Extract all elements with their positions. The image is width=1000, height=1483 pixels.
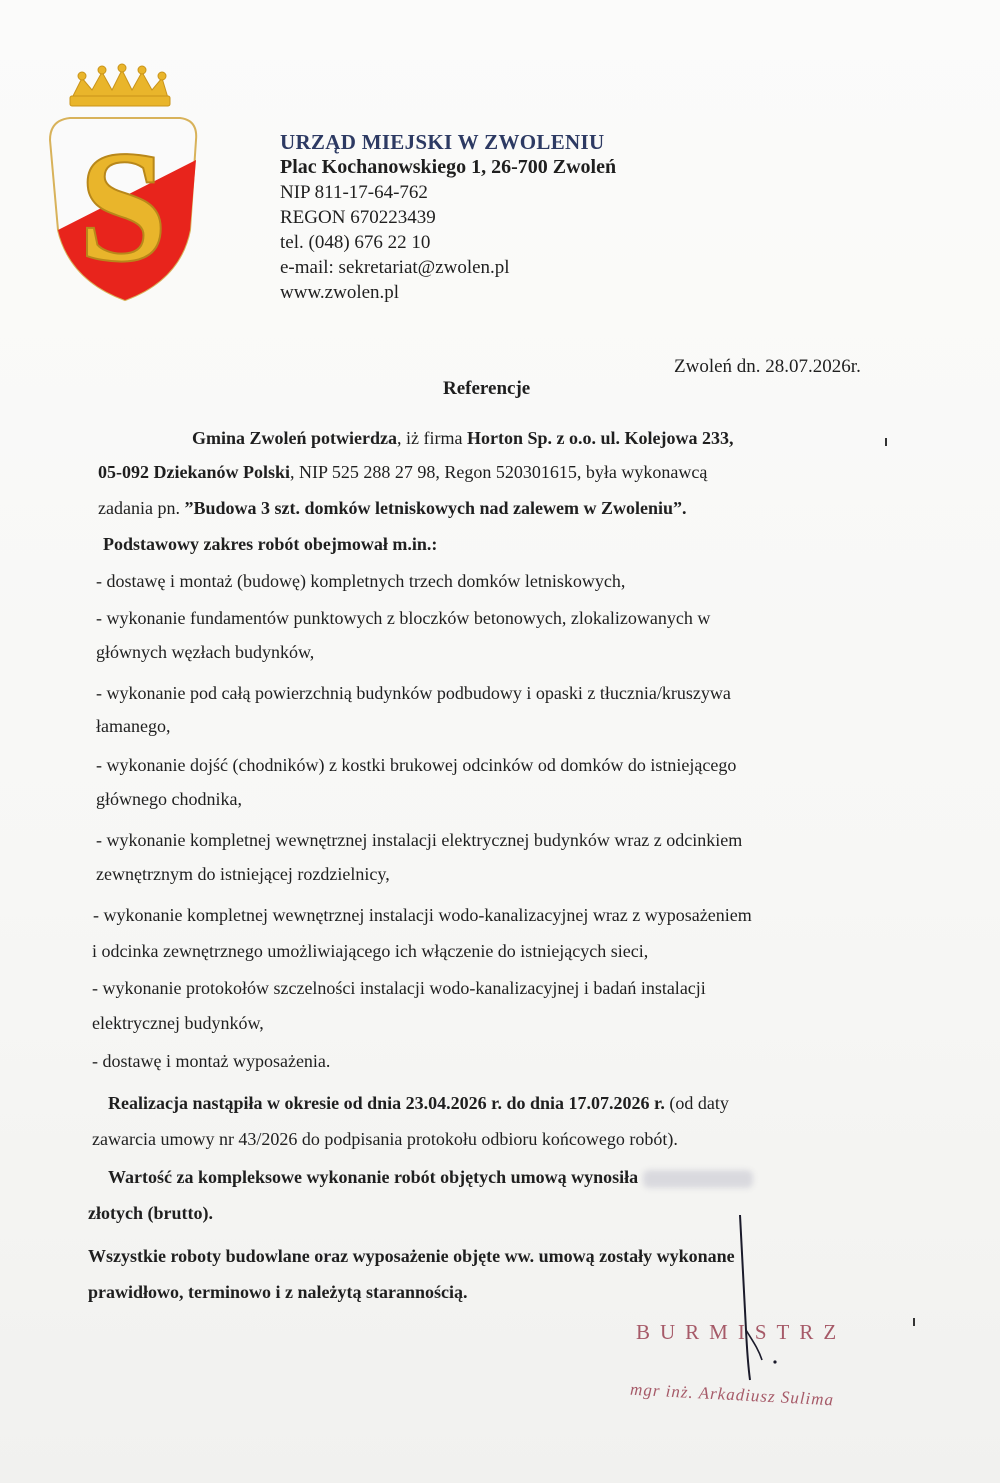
- intro-line-2: [98, 459, 707, 485]
- scope-line: - wykonanie protokołów szczelności instalacji wodo-kanalizacyjnej i badań instalacji: [92, 978, 706, 998]
- realization-note: (od daty: [664, 1093, 729, 1113]
- scan-mark: [885, 438, 887, 446]
- scope-line: - wykonanie fundamentów punktowych z bloczków betonowych, zlokalizowanych w: [96, 608, 711, 628]
- nip-number: NIP 811-17-64-762: [280, 182, 428, 203]
- company-ids: , NIP 525 288 27 98, Regon 520301615, była wykonawcą: [290, 462, 708, 482]
- scope-line: - wykonanie pod całą powierzchnią budynków podbudowy i opaski z tłucznia/kruszywa: [96, 683, 731, 703]
- value-text: Wartość za kompleksowe wykonanie robót objętych umową wynosiła: [108, 1167, 639, 1187]
- scope-line: i odcinka zewnętrznego umożliwiającego ich włączenie do istniejących sieci,: [92, 941, 649, 961]
- realization-line-1: [108, 1090, 729, 1116]
- scope-line: głównych węzłach budynków,: [96, 642, 315, 662]
- scope-line: łamanego,: [96, 716, 171, 736]
- letter-date: Zwoleń dn. 28.07.2026r.: [674, 356, 861, 377]
- zwolen-coat-of-arms-icon: [30, 60, 210, 310]
- scope-heading: Podstawowy zakres robót obejmował m.in.:: [103, 534, 438, 554]
- phone-number: tel. (048) 676 22 10: [280, 232, 431, 253]
- intro-subject: Gmina Zwoleń potwierdza: [192, 428, 397, 448]
- intro-line-3: [98, 495, 687, 521]
- redacted-amount: [643, 1170, 753, 1188]
- letter-title: Referencje: [443, 378, 531, 399]
- scope-line: - dostawę i montaż (budowę) kompletnych trzech domków letniskowych,: [96, 571, 626, 591]
- task-label: zadania pn.: [98, 498, 185, 518]
- organization-name: URZĄD MIEJSKI W ZWOLENIU: [280, 130, 605, 154]
- email-address: e-mail: sekretariat@zwolen.pl: [280, 257, 510, 278]
- closing-line-2: prawidłowo, terminowo i z należytą starannością.: [88, 1282, 468, 1302]
- scope-line: - wykonanie dojść (chodników) z kostki brukowej odcinków od domków do istniejącego: [96, 755, 737, 775]
- realization-line-2: zawarcia umowy nr 43/2026 do podpisania protokołu odbioru końcowego robót).: [92, 1129, 678, 1149]
- svg-text:S: S: [78, 117, 168, 295]
- value-line-2: złotych (brutto).: [88, 1203, 213, 1223]
- scope-line: elektrycznej budynków,: [92, 1013, 264, 1033]
- scope-line: - wykonanie kompletnej wewnętrznej instalacji wodo-kanalizacyjnej wraz z wyposażeniem: [93, 905, 752, 925]
- realization-period: Realizacja nastąpiła w okresie od dnia 23.04.2026 r. do dnia 17.07.2026 r.: [108, 1093, 665, 1113]
- stamp-name: mgr inż. Arkadiusz Sulima: [629, 1379, 835, 1410]
- scope-line: zewnętrznym do istniejącej rozdzielnicy,: [96, 864, 390, 884]
- company-name: Horton Sp. z o.o. ul. Kolejowa 233,: [466, 428, 734, 448]
- scope-line: głównego chodnika,: [96, 789, 242, 809]
- company-city: 05-092 Dziekanów Polski: [98, 462, 291, 482]
- organization-address: Plac Kochanowskiego 1, 26-700 Zwoleń: [280, 156, 617, 178]
- intro-text: , iż firma: [397, 428, 467, 448]
- regon-number: REGON 670223439: [280, 207, 436, 228]
- stamp-title: BURMISTRZ: [636, 1320, 847, 1344]
- letterhead: [280, 130, 616, 305]
- closing-line-1: Wszystkie roboty budowlane oraz wyposażenie objęte ww. umową zostały wykonane: [88, 1246, 735, 1266]
- task-name: ”Budowa 3 szt. domków letniskowych nad zalewem w Zwoleniu”.: [184, 498, 687, 518]
- scope-line: - dostawę i montaż wyposażenia.: [92, 1051, 331, 1071]
- value-line-1: [108, 1164, 753, 1190]
- scope-line: - wykonanie kompletnej wewnętrznej instalacji elektrycznej budynków wraz z odcinkiem: [96, 830, 743, 850]
- website: www.zwolen.pl: [280, 282, 400, 303]
- scan-mark: [913, 1318, 915, 1326]
- signature-icon: [700, 1210, 810, 1390]
- intro-line-1: [192, 425, 734, 451]
